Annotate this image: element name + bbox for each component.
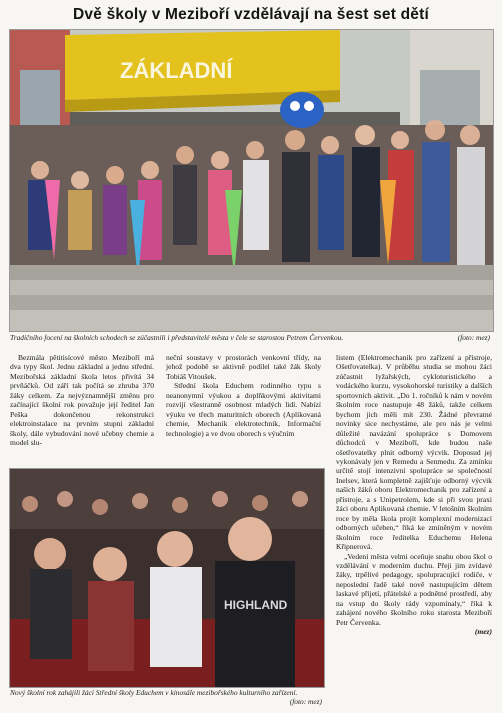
photo2-credit: (foto: mez)	[289, 697, 322, 706]
photo1-caption	[10, 333, 492, 342]
col2-paragraph-2: Střední škola Educhem rodinného typu s neanonymní výukou a doplňkovými aktivitami rozvíjí všestranně osobnost mladých lidí. Nabízí výuku ve třech maturitních oborech (Aplikovaná chemie, Mechanik elektrotechnik, Informační technologie) a ve dvou oborech s výučním	[166, 381, 321, 438]
photo2-caption-text: Nový školní rok zahájili žáci Střední školy Educhem v kinosále mezibořského kulturního zařízení.	[10, 688, 298, 697]
article-headline: Dvě školy v Meziboří vzdělávají na šest set dětí	[73, 6, 429, 23]
article-column-1	[10, 353, 154, 448]
col3-paragraph-1: listem (Elektromechanik pro zařízení a přístroje, Ošetřovatelka). V průběhu studia se mohou žáci zúčastnit lyžařských, cykloturistického a vodáckého kurzu, vysokohorské turistiky a dalších sportovních aktivit. „Do 1. ročníků k nám v novém školním roce nastupuje 48 žáků, takže celkem bychom jich měli mít 230. Žádné převratné novinky sice nechystáme, ale pro nás je velmi důležité navázání spolupráce s Domovem důchodců v Meziboří, kde budou naše ošetřovatelky plnit odborný výcvik. Doposud jej vykonávaly jen v Remedu a Senmedu. Za zmínku určitě stojí intenzivní spolupráce se společností Inelsev, která kompletně zajišťuje odborný výcvik našich žáků oboru Elektromechanik pro zařízení a přístroje, a s Unipetrolem, kde si při svou praxi žáci oboru Aplikovaná chemie. V letošním školním roce by měla škola projít komplexní modernizací odborných učeben,“ říká ke zmíněným v novém školním roce ředitelka Educhemu Helena Křipnerová.	[336, 353, 492, 552]
school-steps-photo	[9, 29, 494, 332]
shirt-text: HIGHLAND	[224, 598, 288, 612]
auditorium-photo	[9, 468, 325, 688]
school-sign-text: ZÁKLADNÍ	[120, 58, 233, 83]
col3-paragraph-2: „Vedení města velmi oceňuje snahu obou škol o vzdělávání v moderním duchu. Přeji jim zvídavé žáky, trpělivé pedagogy, spolupracující rodiče, v neposlední řadě také nově nastupujícím dětem laskavé přijetí, přátelské a podnětné prostředí, aby na vstup do školy rády vzpomínaly,“ říká k zahájení nového školního roku starosta Meziboří Petr Červenka.	[336, 551, 492, 627]
photo2-caption	[10, 688, 322, 706]
photo1-credit: (foto: mez)	[457, 333, 490, 342]
photo1-caption-text: Tradičního focení na školních schodech se zúčastnili i představitelé města v čele se starostou Petrem Červenkou.	[10, 333, 344, 342]
col2-paragraph-1: neční soustavy v prostorách venkovní třídy, na jehož podobě se aktivně podílel také žák školy Tobiáš Vitoušek.	[166, 353, 321, 381]
col1-paragraph: Bezmála pětitisícové město Meziboří má dva typy škol. Jednu základní a jednu střední. Mezibořská základní škola letos přivítá 34 prvňáčků. Od září tak počítá se zhruba 370 žáky celkem. Za nejvýznamnější změnu pro začínající školní rok považuje její ředitel Jan Peška dokončenou rekonstrukci elektroinstalace na prvním stupni základní školy, dále vybudování nové učebny chemie a model slu-	[10, 353, 154, 448]
article-column-3	[336, 353, 492, 637]
author-signature: (mez)	[474, 627, 492, 637]
article-column-2	[166, 353, 321, 438]
